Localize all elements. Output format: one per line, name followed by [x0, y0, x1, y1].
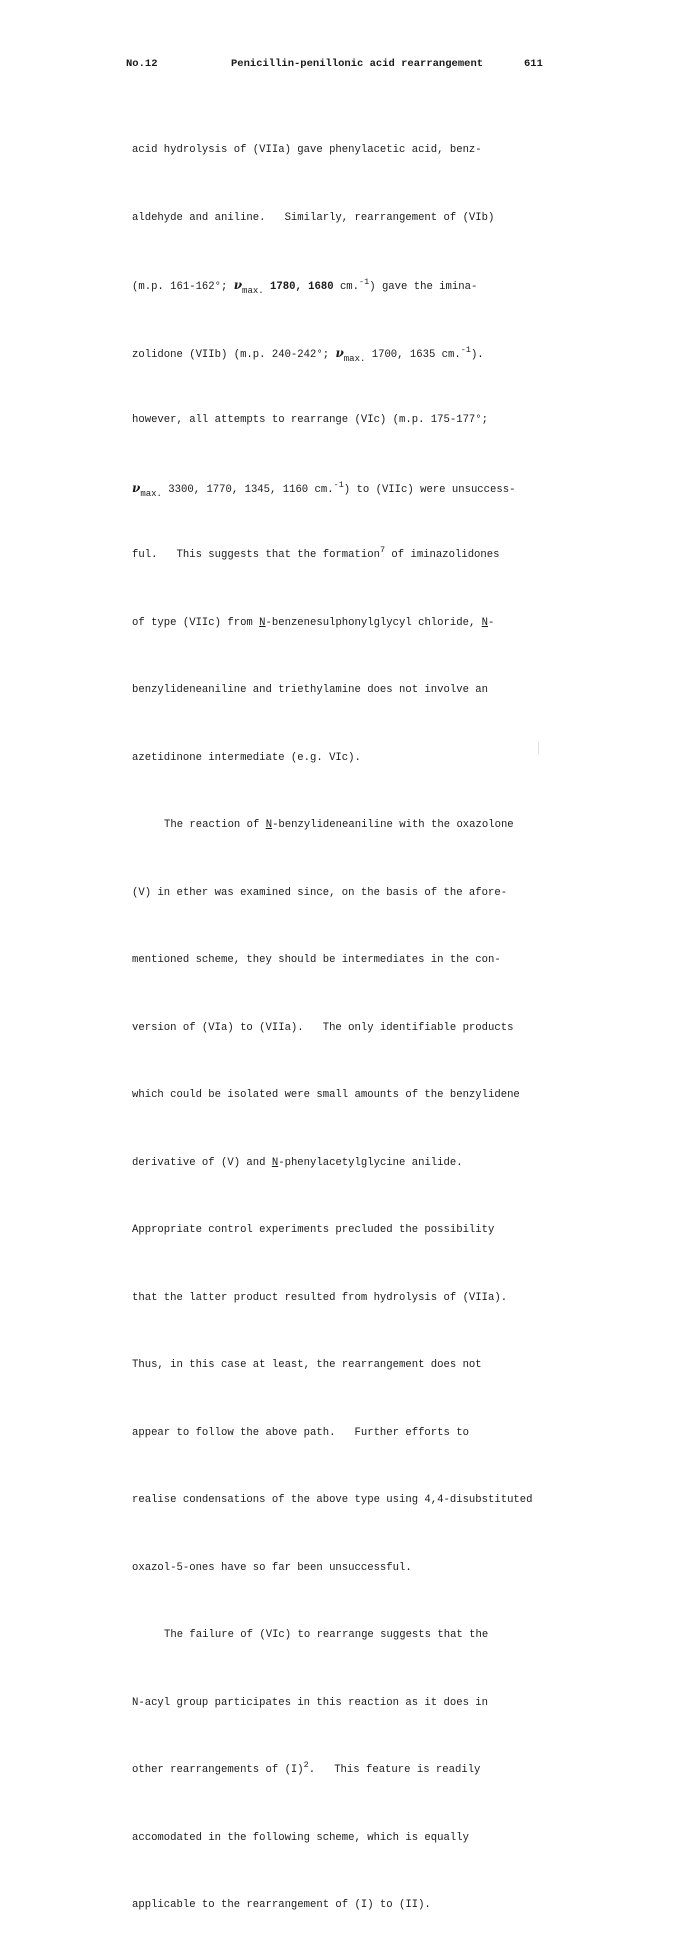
- nu-symbol-icon: ν: [335, 345, 344, 360]
- running-title: Penicillin-penillonic acid rearrangement: [231, 58, 484, 70]
- text-line: version of (VIa) to (VIIa). The only identifiable products: [132, 1021, 514, 1034]
- text-line: (V) in ether was examined since, on the basis of the afore-: [132, 886, 508, 899]
- subscript: max.: [343, 353, 366, 364]
- text-line: realise condensations of the above type using 4,4-disubstituted: [132, 1494, 533, 1506]
- text-span: -benzylideneaniline with the oxazolone: [272, 819, 514, 831]
- text-span: (m.p. 161-162°;: [132, 281, 228, 293]
- nu-symbol-icon: ν: [233, 278, 243, 292]
- text-span: N: [481, 616, 489, 629]
- text-line: [132, 477, 572, 500]
- text-span: 1700, 1635 cm.: [365, 348, 461, 361]
- text-line: [132, 1152, 572, 1175]
- text-line: [132, 612, 572, 635]
- text-span: -: [488, 616, 495, 629]
- text-line: [132, 544, 572, 567]
- text-line: that the latter product resulted from hydrolysis of (VIIa).: [132, 1291, 508, 1304]
- text-span: of type (VIIc) from: [132, 616, 260, 629]
- superscript: -1: [359, 277, 370, 287]
- text-line: [132, 274, 572, 297]
- superscript: 7: [379, 545, 386, 555]
- text-line: Appropriate control experiments precluded the possibility: [132, 1224, 495, 1236]
- subscript: max.: [140, 488, 162, 499]
- text-line: appear to follow the above path. Further efforts to: [132, 1426, 469, 1439]
- superscript: 2: [303, 1760, 309, 1770]
- text-span: -benzenesulphonylglycyl chloride,: [265, 616, 482, 629]
- page-number: 611: [524, 58, 543, 70]
- running-header: [126, 58, 546, 74]
- text-span: N: [271, 1156, 279, 1169]
- text-span: of iminazolidones: [385, 549, 500, 561]
- subscript: max.: [242, 286, 264, 296]
- text-span: N: [259, 616, 266, 629]
- text-span: . This feature is readily: [308, 1764, 481, 1776]
- nu-symbol-icon: ν: [132, 480, 141, 495]
- body-text: [132, 94, 572, 1939]
- journal-issue: No.12: [126, 58, 158, 70]
- superscript: -1: [460, 344, 471, 355]
- text-line: azetidinone intermediate (e.g. VIc).: [132, 751, 361, 764]
- text-line: Thus, in this case at least, the rearrangement does not: [132, 1359, 482, 1371]
- text-line: accomodated in the following scheme, which is equally: [132, 1831, 469, 1844]
- text-line: oxazol-5-ones have so far been unsuccessful.: [132, 1561, 412, 1574]
- text-span: ).: [470, 348, 484, 361]
- text-line: The failure of (VIc) to rearrange suggests that the: [164, 1629, 489, 1641]
- text-span: -phenylacetylglycine anilide.: [278, 1156, 463, 1169]
- text-line: [132, 342, 572, 365]
- text-line: however, all attempts to rearrange (VIc) (m.p. 175-177°;: [132, 414, 489, 426]
- text-line: which could be isolated were small amounts of the benzylidene: [132, 1089, 520, 1101]
- text-line: [132, 1759, 572, 1782]
- text-span: 1780, 1680: [270, 281, 334, 293]
- scan-mark: [538, 742, 539, 754]
- text-span: ) to (VIIc) were unsuccess-: [343, 483, 516, 496]
- text-line: acid hydrolysis of (VIIa) gave phenylacetic acid, benz-: [132, 144, 482, 156]
- text-span: N: [265, 819, 273, 831]
- text-line: mentioned scheme, they should be intermediates in the con-: [132, 954, 501, 966]
- text-line: applicable to the rearrangement of (I) to (II).: [132, 1899, 431, 1911]
- text-span: The reaction of: [164, 819, 266, 831]
- text-span: cm.: [333, 281, 360, 293]
- text-line: benzylideneaniline and triethylamine does not involve an: [132, 684, 489, 696]
- text-line: [132, 814, 572, 837]
- text-span: derivative of (V) and: [132, 1156, 272, 1169]
- text-span: zolidone (VIIb) (m.p. 240-242°;: [132, 348, 330, 361]
- text-line: N-acyl group participates in this reaction as it does in: [132, 1696, 489, 1709]
- text-span: ful. This suggests that the formation: [132, 549, 380, 561]
- superscript: -1: [333, 479, 344, 490]
- text-line: aldehyde and aniline. Similarly, rearrangement of (VIb): [132, 211, 495, 224]
- text-span: other rearrangements of (I): [132, 1764, 304, 1776]
- text-span: ) gave the imina-: [369, 281, 478, 293]
- text-span: 3300, 1770, 1345, 1160 cm.: [161, 483, 334, 496]
